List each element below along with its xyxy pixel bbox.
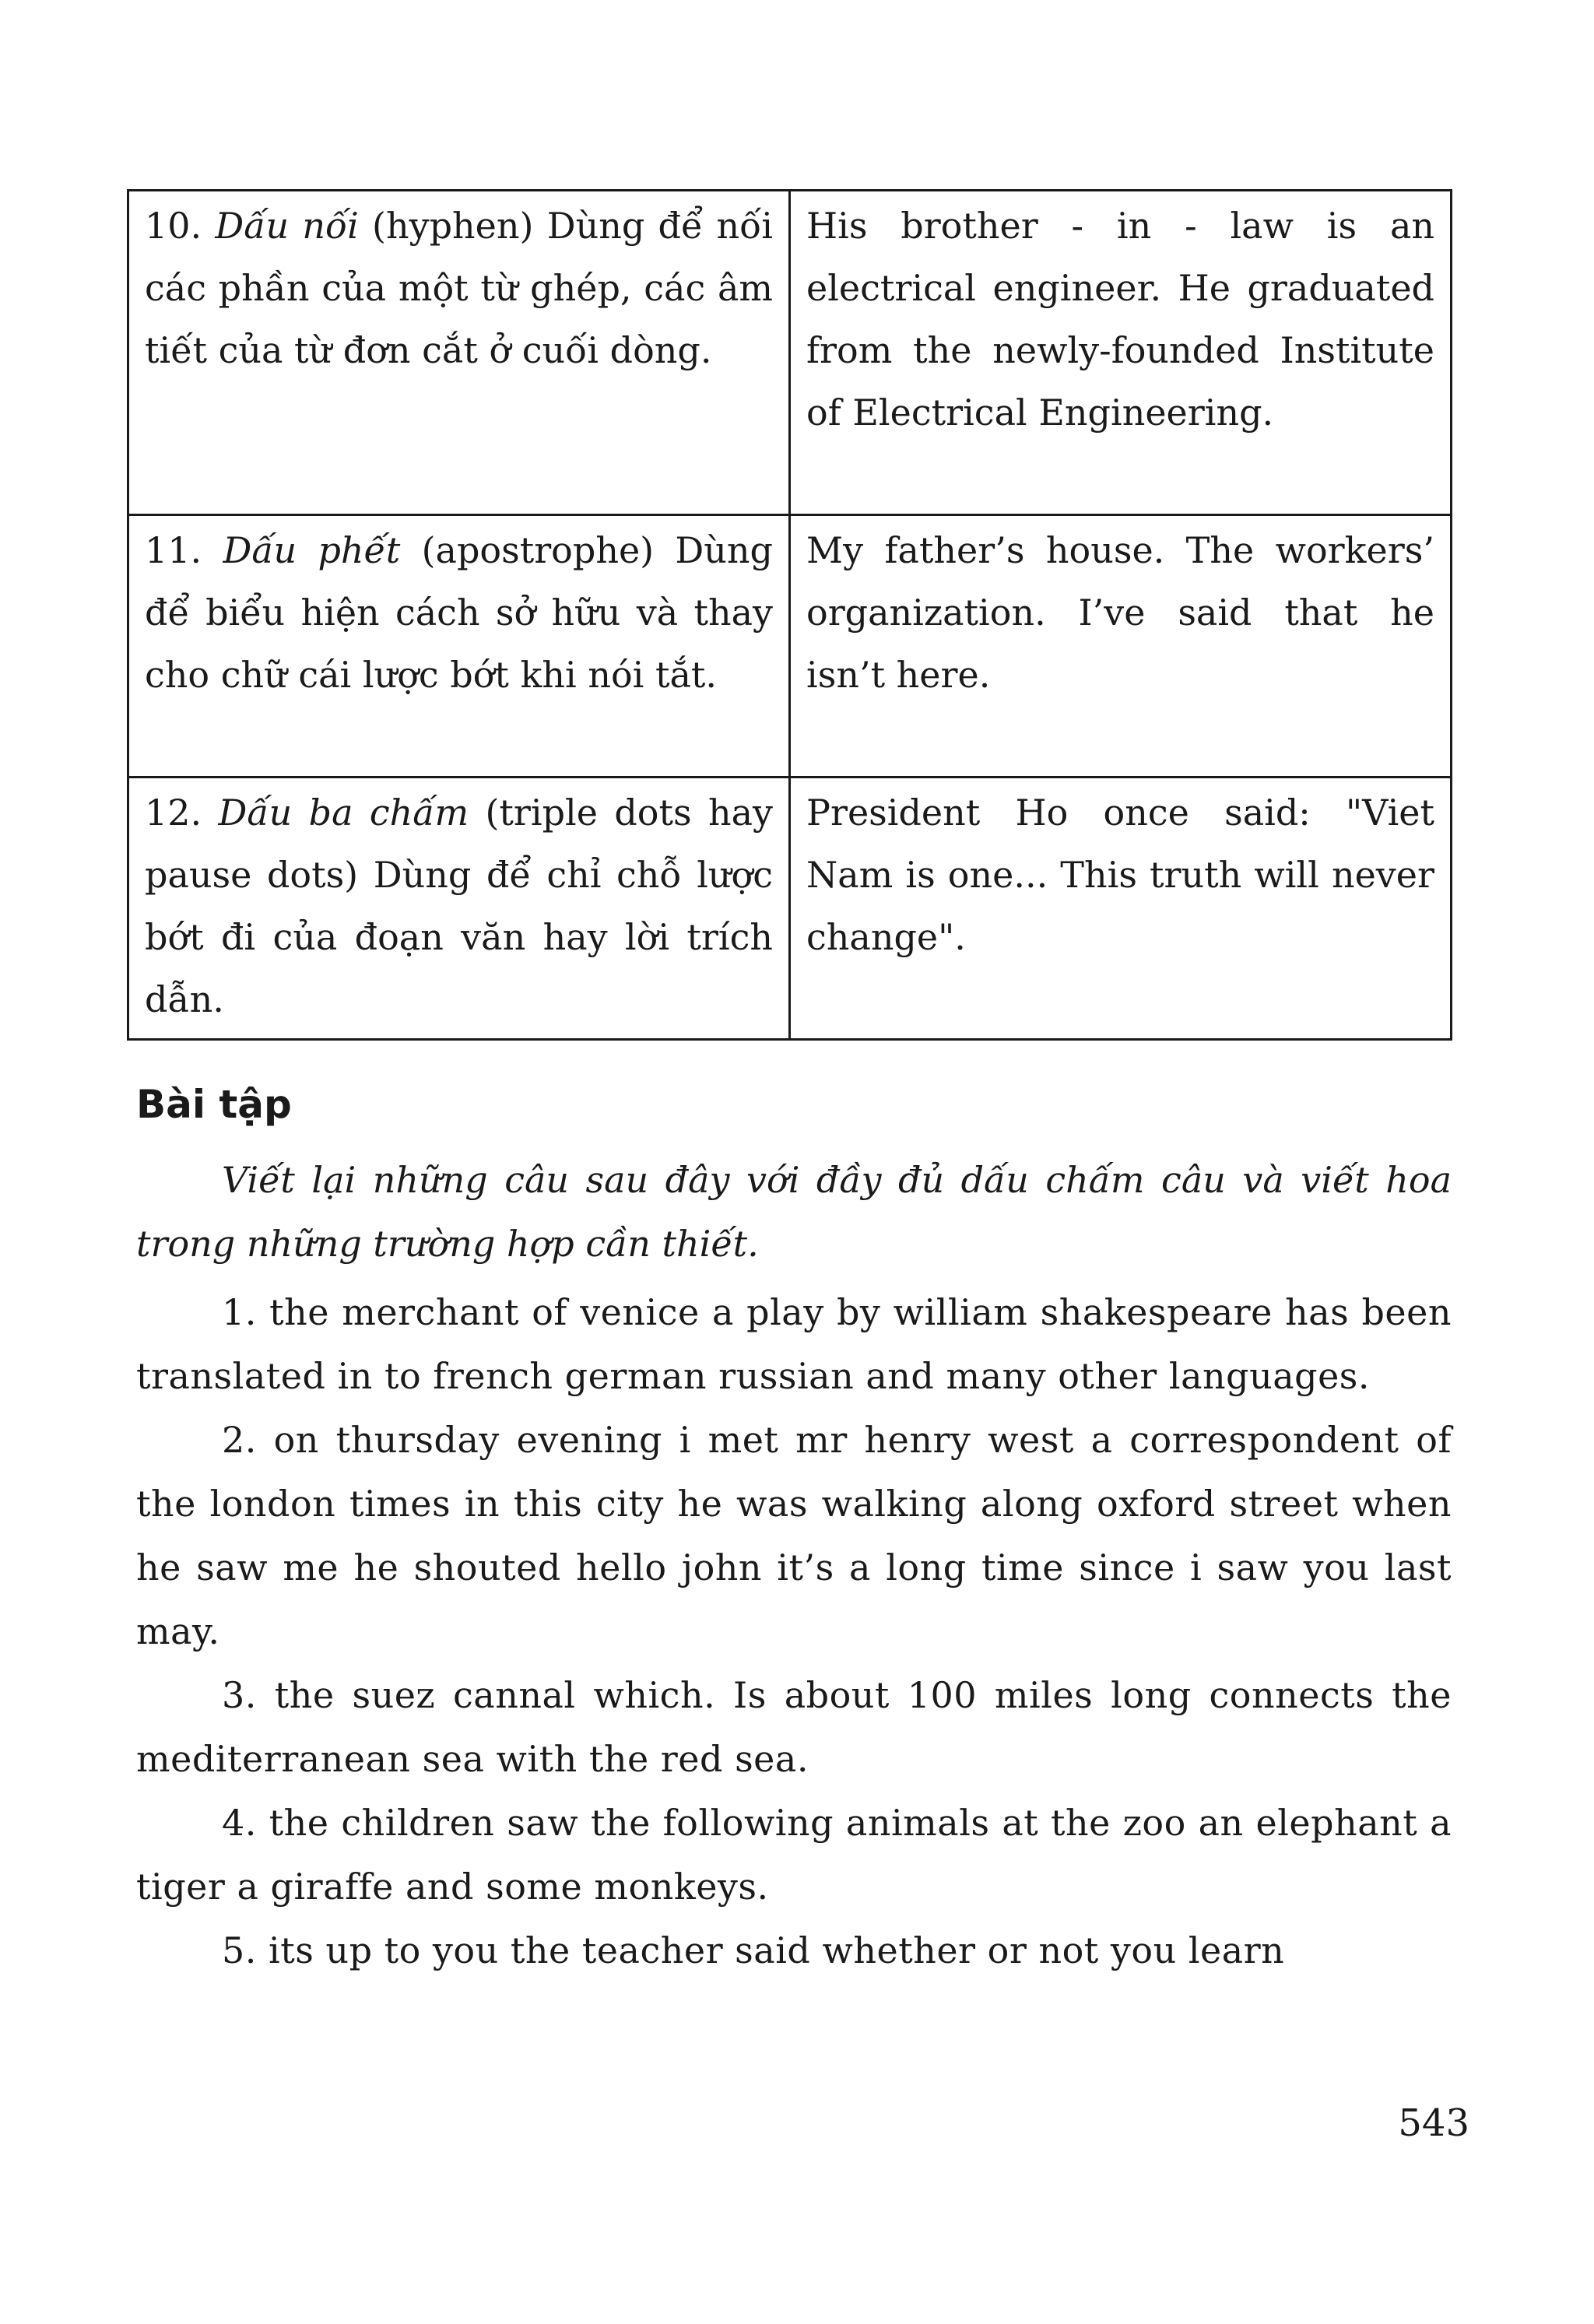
- rule-term: Dấu nối: [215, 205, 359, 247]
- rule-description: (triple dots hay pause dots) Dùng để chỉ chỗ lược bớt đi của đoạn văn hay lời trích dẫn.: [145, 792, 774, 1020]
- example-cell: [790, 778, 1452, 1040]
- rule-number: 10.: [145, 205, 202, 247]
- table-row: [128, 191, 1452, 515]
- rule-cell: [128, 515, 790, 778]
- exercise-item: 1. the merchant of venice a play by william shakespeare has been translated in to french german russian and many other languages.: [136, 1291, 1452, 1397]
- exercise-instruction: Viết lại những câu sau đây với đầy đủ dấu chấm câu và viết hoa trong những trường hợp cần thiết.: [136, 1159, 1452, 1265]
- rule-number: 11.: [145, 529, 202, 571]
- rule-example: His brother - in - law is an electrical engineer. He graduated from the newly-founded Institute of Electrical Engineering.: [806, 205, 1434, 434]
- punctuation-table: [127, 189, 1452, 1041]
- rule-cell: [128, 778, 790, 1040]
- rule-example: My father’s house. The workers’ organization. I’ve said that he isn’t here.: [806, 529, 1434, 696]
- example-cell: [790, 191, 1452, 515]
- rule-term: Dấu ba chấm: [218, 792, 469, 834]
- rule-term: Dấu phết: [223, 529, 401, 571]
- exercise-list: [136, 1280, 1452, 1982]
- exercise-item: 3. the suez cannal which. Is about 100 miles long connects the mediterranean sea with the red sea.: [136, 1674, 1452, 1780]
- table-row: [128, 515, 1452, 778]
- exercise-item: 4. the children saw the following animals at the zoo an elephant a tiger a giraffe and some monkeys.: [136, 1802, 1452, 1908]
- exercise-item: 5. its up to you the teacher said whether or not you learn: [222, 1929, 1285, 1971]
- rule-cell: [128, 191, 790, 515]
- rule-description: (apostrophe) Dùng để biểu hiện cách sở hữu và thay cho chữ cái lược bớt khi nói tắt.: [145, 529, 773, 696]
- section-title: Bài tập: [136, 1082, 292, 1127]
- example-cell: [790, 515, 1452, 778]
- rule-example: President Ho once said: "Viet Nam is one... This truth will never change".: [806, 792, 1434, 958]
- rule-number: 12.: [145, 792, 202, 834]
- exercise-item: 2. on thursday evening i met mr henry west a correspondent of the london times in this city he was walking along oxford street when he saw me he shouted hello john it’s a long time since i saw you last may.: [136, 1419, 1452, 1652]
- page-number: 543: [1398, 2101, 1469, 2145]
- table-row: [128, 778, 1452, 1040]
- rule-description: (hyphen) Dùng để nối các phần của một từ ghép, các âm tiết của từ đơn cắt ở cuối dòng.: [145, 205, 773, 371]
